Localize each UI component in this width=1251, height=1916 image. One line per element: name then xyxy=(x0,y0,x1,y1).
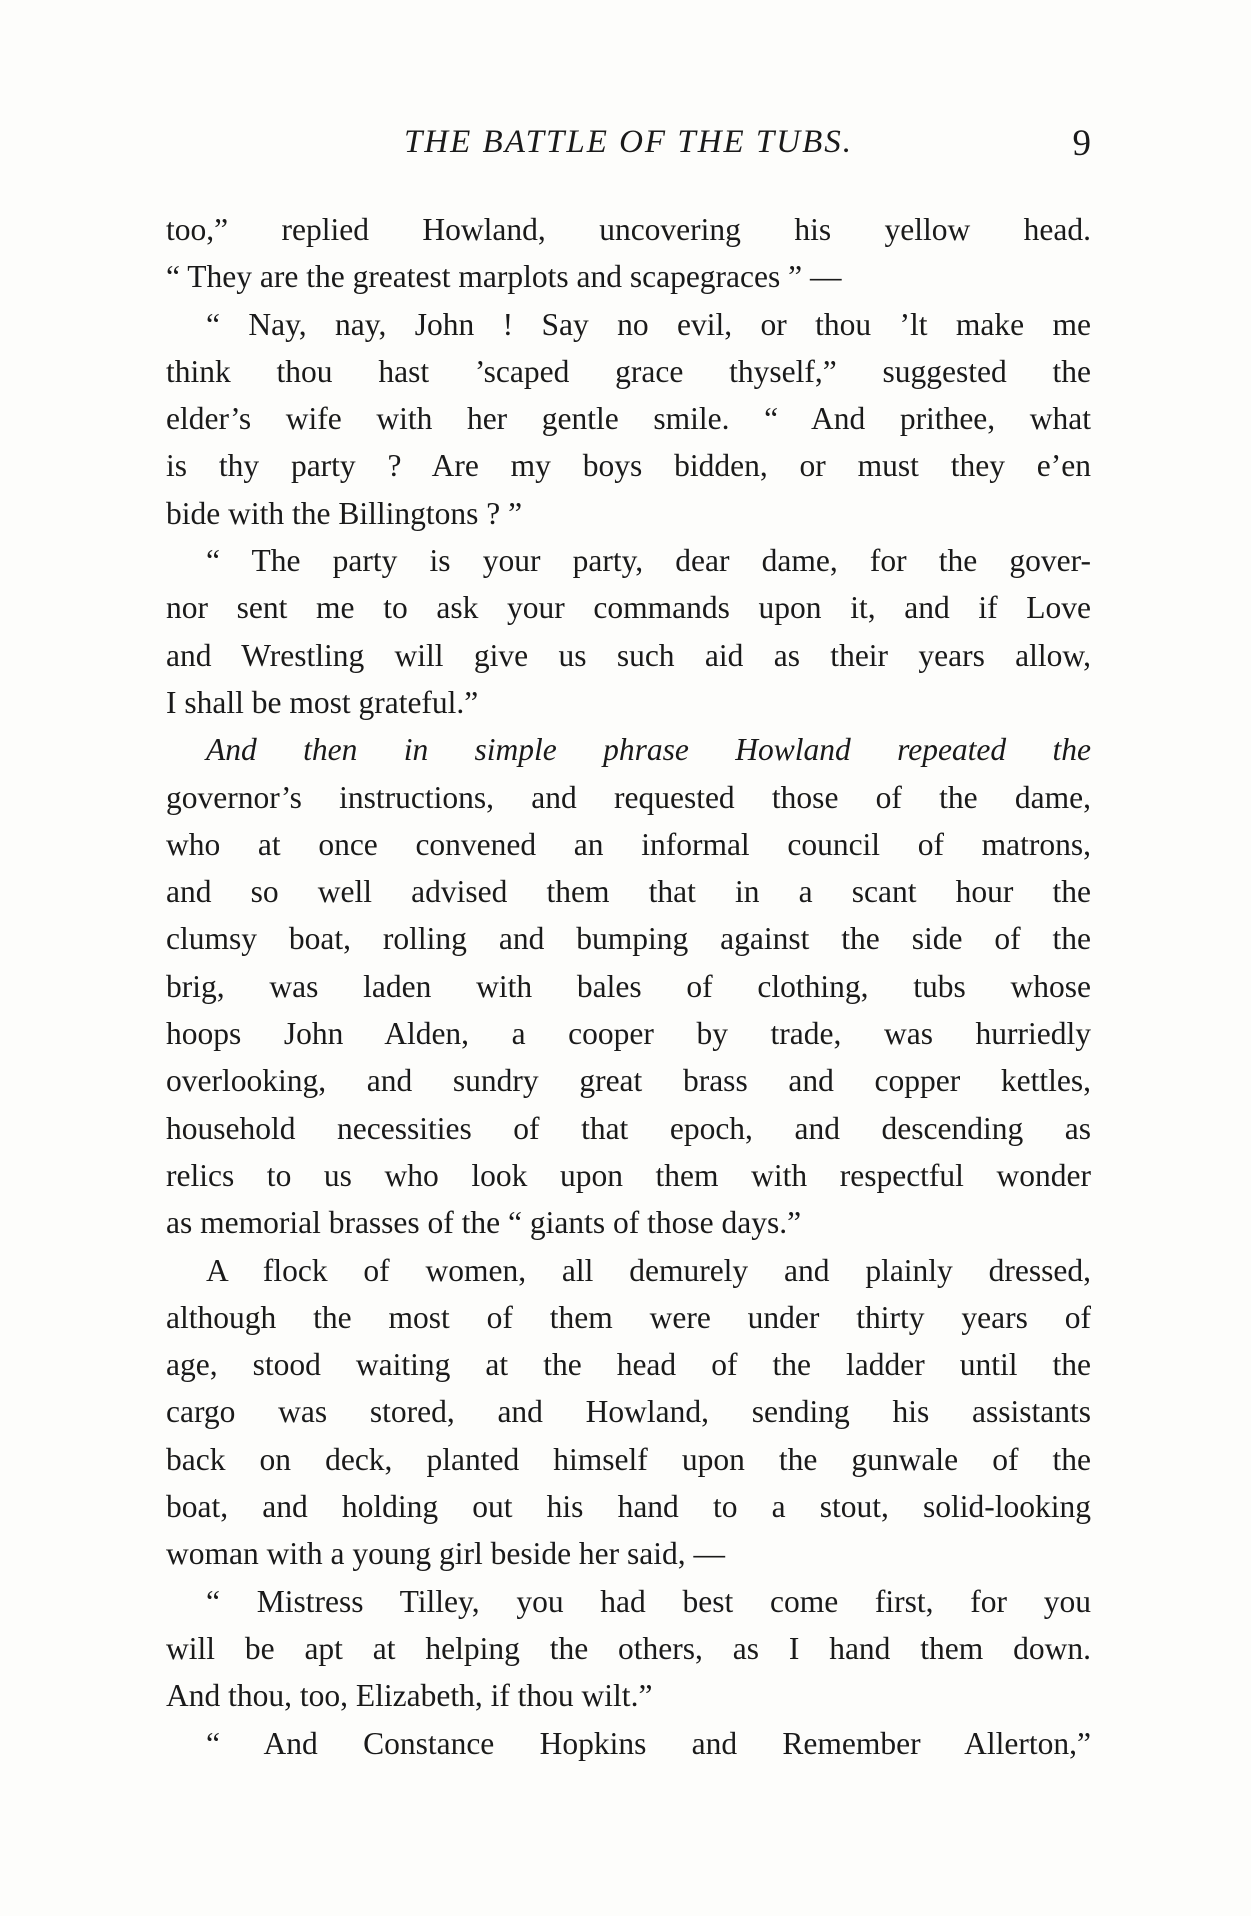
text-line: is thy party ? Are my boys bidden, or must they e’en xyxy=(166,448,1091,484)
text-line: elder’s wife with her gentle smile. “ And prithee, what xyxy=(166,401,1091,437)
text-line: And thou, too, Elizabeth, if thou wilt.” xyxy=(166,1678,653,1714)
page-header xyxy=(166,124,1091,174)
text-line: back on deck, planted himself upon the gunwale of the xyxy=(166,1441,1091,1477)
text-line: and Wrestling will give us such aid as their years allow, xyxy=(166,637,1091,673)
text-line: although the most of them were under thirty years of xyxy=(166,1299,1091,1335)
text-line: nor sent me to ask your commands upon it, and if Love xyxy=(166,590,1091,626)
page-number: 9 xyxy=(1072,123,1091,164)
text-line: “ They are the greatest marplots and scapegraces ” — xyxy=(166,259,842,295)
text-line: clumsy boat, rolling and bumping against the side of the xyxy=(166,921,1091,957)
text-line: brig, was laden with bales of clothing, tubs whose xyxy=(166,968,1091,1004)
text-line: “ And Constance Hopkins and Remember Allerton,” xyxy=(206,1725,1091,1761)
text-line: as memorial brasses of the “ giants of those days.” xyxy=(166,1205,802,1241)
text-line: woman with a young girl beside her said, — xyxy=(166,1536,726,1572)
running-title: THE BATTLE OF THE TUBS. xyxy=(403,124,854,160)
text-line: think thou hast ’scaped grace thyself,” suggested the xyxy=(166,353,1091,389)
text-line: will be apt at helping the others, as I hand them down. xyxy=(166,1630,1091,1666)
text-line: And then in simple phrase Howland repeated the xyxy=(206,732,1091,768)
text-line: and so well advised them that in a scant hour the xyxy=(166,874,1091,910)
text-line: “ Mistress Tilley, you had best come first, for you xyxy=(206,1583,1091,1619)
text-line: bide with the Billingtons ? ” xyxy=(166,495,523,531)
text-line: I shall be most grateful.” xyxy=(166,684,479,720)
text-line: “ The party is your party, dear dame, for the gover- xyxy=(206,543,1091,579)
text-line: hoops John Alden, a cooper by trade, was hurriedly xyxy=(166,1016,1091,1052)
text-line: governor’s instructions, and requested those of the dame, xyxy=(166,779,1091,815)
text-line: who at once convened an informal council of matrons, xyxy=(166,826,1091,862)
text-line: relics to us who look upon them with respectful wonder xyxy=(166,1157,1091,1193)
text-line: boat, and holding out his hand to a stout, solid-looking xyxy=(166,1489,1091,1525)
text-line: cargo was stored, and Howland, sending his assistants xyxy=(166,1394,1091,1430)
body-text xyxy=(166,206,1091,1767)
text-line: A flock of women, all demurely and plainly dressed, xyxy=(206,1252,1091,1288)
text-line: age, stood waiting at the head of the ladder until the xyxy=(166,1347,1091,1383)
text-line: overlooking, and sundry great brass and copper kettles, xyxy=(166,1063,1091,1099)
text-line: “ Nay, nay, John ! Say no evil, or thou ’lt make me xyxy=(206,306,1091,342)
text-line: too,” replied Howland, uncovering his yellow head. xyxy=(166,212,1091,247)
text-line: household necessities of that epoch, and descending as xyxy=(166,1110,1091,1146)
